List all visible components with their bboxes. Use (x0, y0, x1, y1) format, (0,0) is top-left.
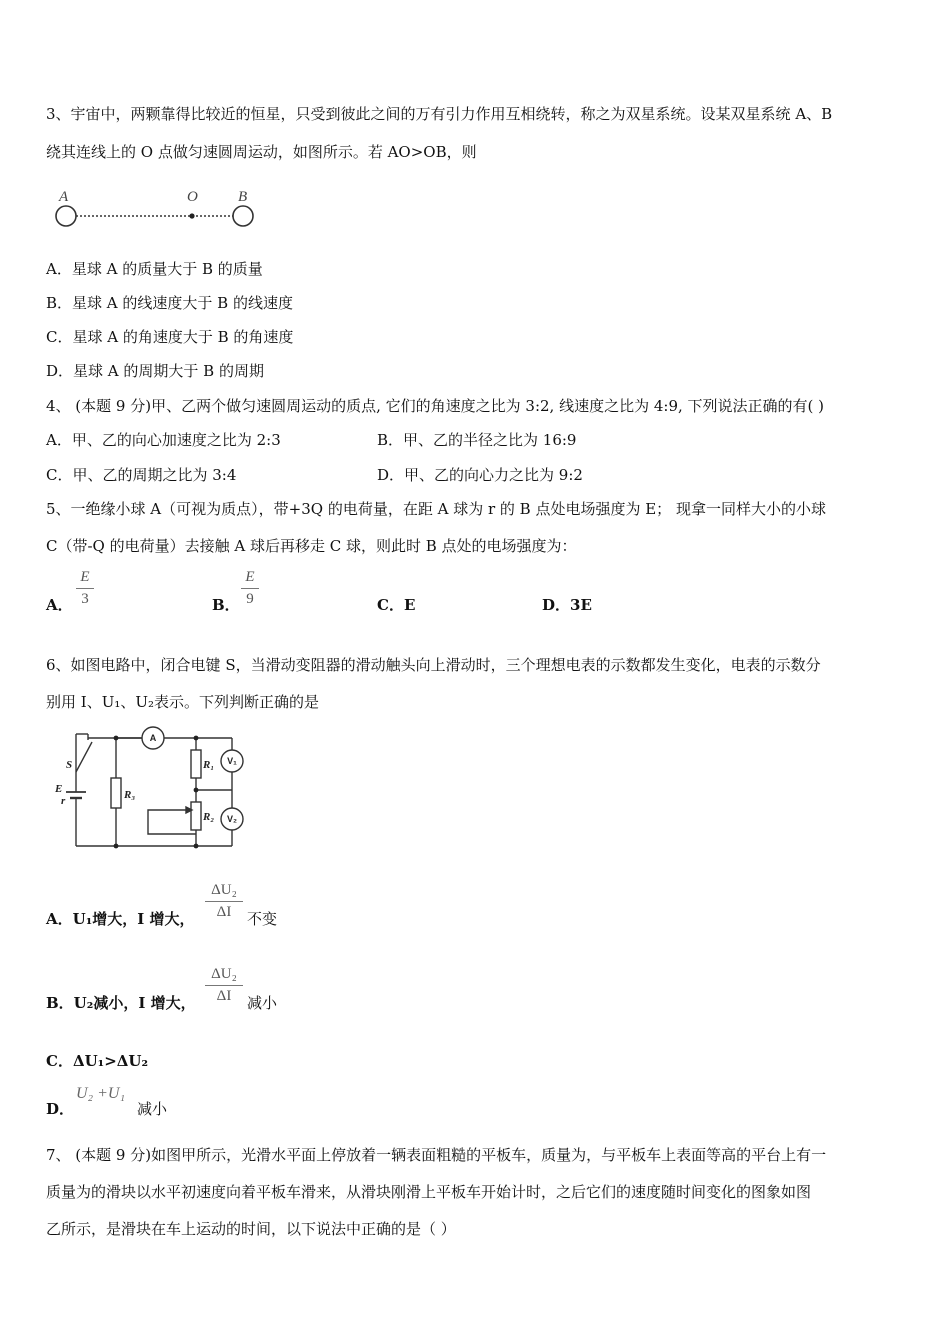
q4-option-c: C．甲、乙的周期之比为 3:4 (46, 466, 237, 484)
q5-option-d: D．3E (542, 596, 592, 614)
q6-option-a-tail: 不变 (247, 910, 278, 928)
q3-option-d: D．星球 A 的周期大于 B 的周期 (46, 362, 264, 380)
q3-stem-line1: 3、宇宙中，两颗靠得比较近的恒星，只受到彼此之间的万有引力作用互相绕转，称之为双星系统。设某双星系统 A、B (46, 105, 833, 123)
frac-denominator: 3 (81, 591, 89, 607)
q5-option-c: C．E (377, 596, 416, 614)
label-v2: V₂ (226, 814, 238, 824)
q6-option-d-tail: 减小 (137, 1100, 168, 1118)
frac-denominator: 9 (246, 591, 254, 607)
q7-stem-line2: 质量为的滑块以水平初速度向着平板车滑来，从滑块刚滑上平板车开始计时，之后它们的速度随时间变化的图象如图 (46, 1183, 812, 1201)
frac-denominator: ΔI (216, 904, 232, 920)
binary-star-figure (50, 186, 265, 232)
q4-stem: 4、 (本题 9 分)甲、乙两个做匀速圆周运动的质点, 它们的角速度之比为 3:2, 线速度之比为 4:9, 下列说法正确的有( ) (46, 397, 824, 415)
fig-label-a: A (59, 189, 69, 205)
fig-label-o: O (187, 189, 198, 205)
q7-stem-line3: 乙所示，是滑块在车上运动的时间，以下说法中正确的是（ ） (46, 1220, 456, 1238)
q6-option-a-fraction (205, 882, 243, 921)
q5-option-b-fraction (241, 569, 259, 608)
q4-option-a: A．甲、乙的向心加速度之比为 2:3 (46, 431, 281, 449)
q3-option-a: A．星球 A 的质量大于 B 的质量 (46, 260, 263, 278)
q6-option-c: C．ΔU₁>ΔU₂ (46, 1052, 149, 1070)
label-r3: R₃ (124, 789, 136, 801)
q6-option-d-label: D． (46, 1100, 75, 1118)
q6-option-d-expression: U₂ +U₁ (76, 1085, 126, 1102)
frac-denominator: ΔI (216, 988, 232, 1004)
q6-option-a-label: A．U₁增大，I 增大， (46, 910, 195, 928)
q5-stem-line2: C（带-Q 的电荷量）去接触 A 球后再移走 C 球，则此时 B 点处的电场强度为： (46, 537, 577, 555)
label-ammeter: A (149, 733, 157, 743)
label-e: E (55, 783, 63, 795)
q3-option-b: B．星球 A 的线速度大于 B 的线速度 (46, 294, 293, 312)
point-o-icon (189, 213, 194, 218)
q6-option-b-fraction (205, 966, 243, 1005)
q7-stem-line1: 7、 (本题 9 分)如图甲所示，光滑水平面上停放着一辆表面粗糙的平板车，质量为，与平板车上表面等高的平台上有一 (46, 1146, 827, 1164)
label-s: S (66, 759, 73, 771)
q6-option-b-tail: 减小 (247, 994, 278, 1012)
frac-numerator: E (245, 569, 255, 585)
q5-stem-line1: 5、一绝缘小球 A（可视为质点），带+3Q 的电荷量，在距 A 球为 r 的 B 点处电场强度为 E； 现拿一同样大小的小球 (46, 500, 826, 518)
label-v1: V₁ (227, 756, 237, 766)
q6-stem-line1: 6、如图电路中，闭合电键 S，当滑动变阻器的滑动触头向上滑动时，三个理想电表的示数都发生变化，电表的示数分 (46, 656, 821, 674)
fig-label-b: B (238, 189, 248, 205)
q3-stem-line2: 绕其连线上的 O 点做匀速圆周运动，如图所示。若 AO>OB，则 (46, 143, 477, 161)
q5-option-b-label: B． (212, 596, 240, 614)
q5-option-a-label: A． (46, 596, 73, 614)
label-r2: R₂ (203, 811, 215, 823)
q4-option-b: B．甲、乙的半径之比为 16:9 (377, 431, 577, 449)
q5-option-a-fraction (76, 569, 94, 608)
q3-option-c: C．星球 A 的角速度大于 B 的角速度 (46, 328, 294, 346)
label-r: r (61, 795, 66, 807)
resistor-r1-icon (191, 750, 201, 778)
switch-s-icon (76, 742, 92, 772)
resistor-r2-icon (191, 802, 201, 830)
q6-option-b-label: B．U₂减小，I 增大， (46, 994, 196, 1012)
frac-numerator: E (80, 569, 90, 585)
q6-stem-line2: 别用 I、U₁、U₂表示。下列判断正确的是 (46, 693, 320, 711)
star-b-icon (233, 206, 253, 226)
resistor-r3-icon (111, 778, 121, 808)
frac-numerator: ΔU₂ (211, 966, 237, 982)
q4-option-d: D．甲、乙的向心力之比为 9:2 (377, 466, 583, 484)
star-a-icon (56, 206, 76, 226)
label-r1: R₁ (203, 759, 215, 771)
frac-numerator: ΔU₂ (211, 882, 237, 898)
circuit-diagram (52, 722, 252, 854)
